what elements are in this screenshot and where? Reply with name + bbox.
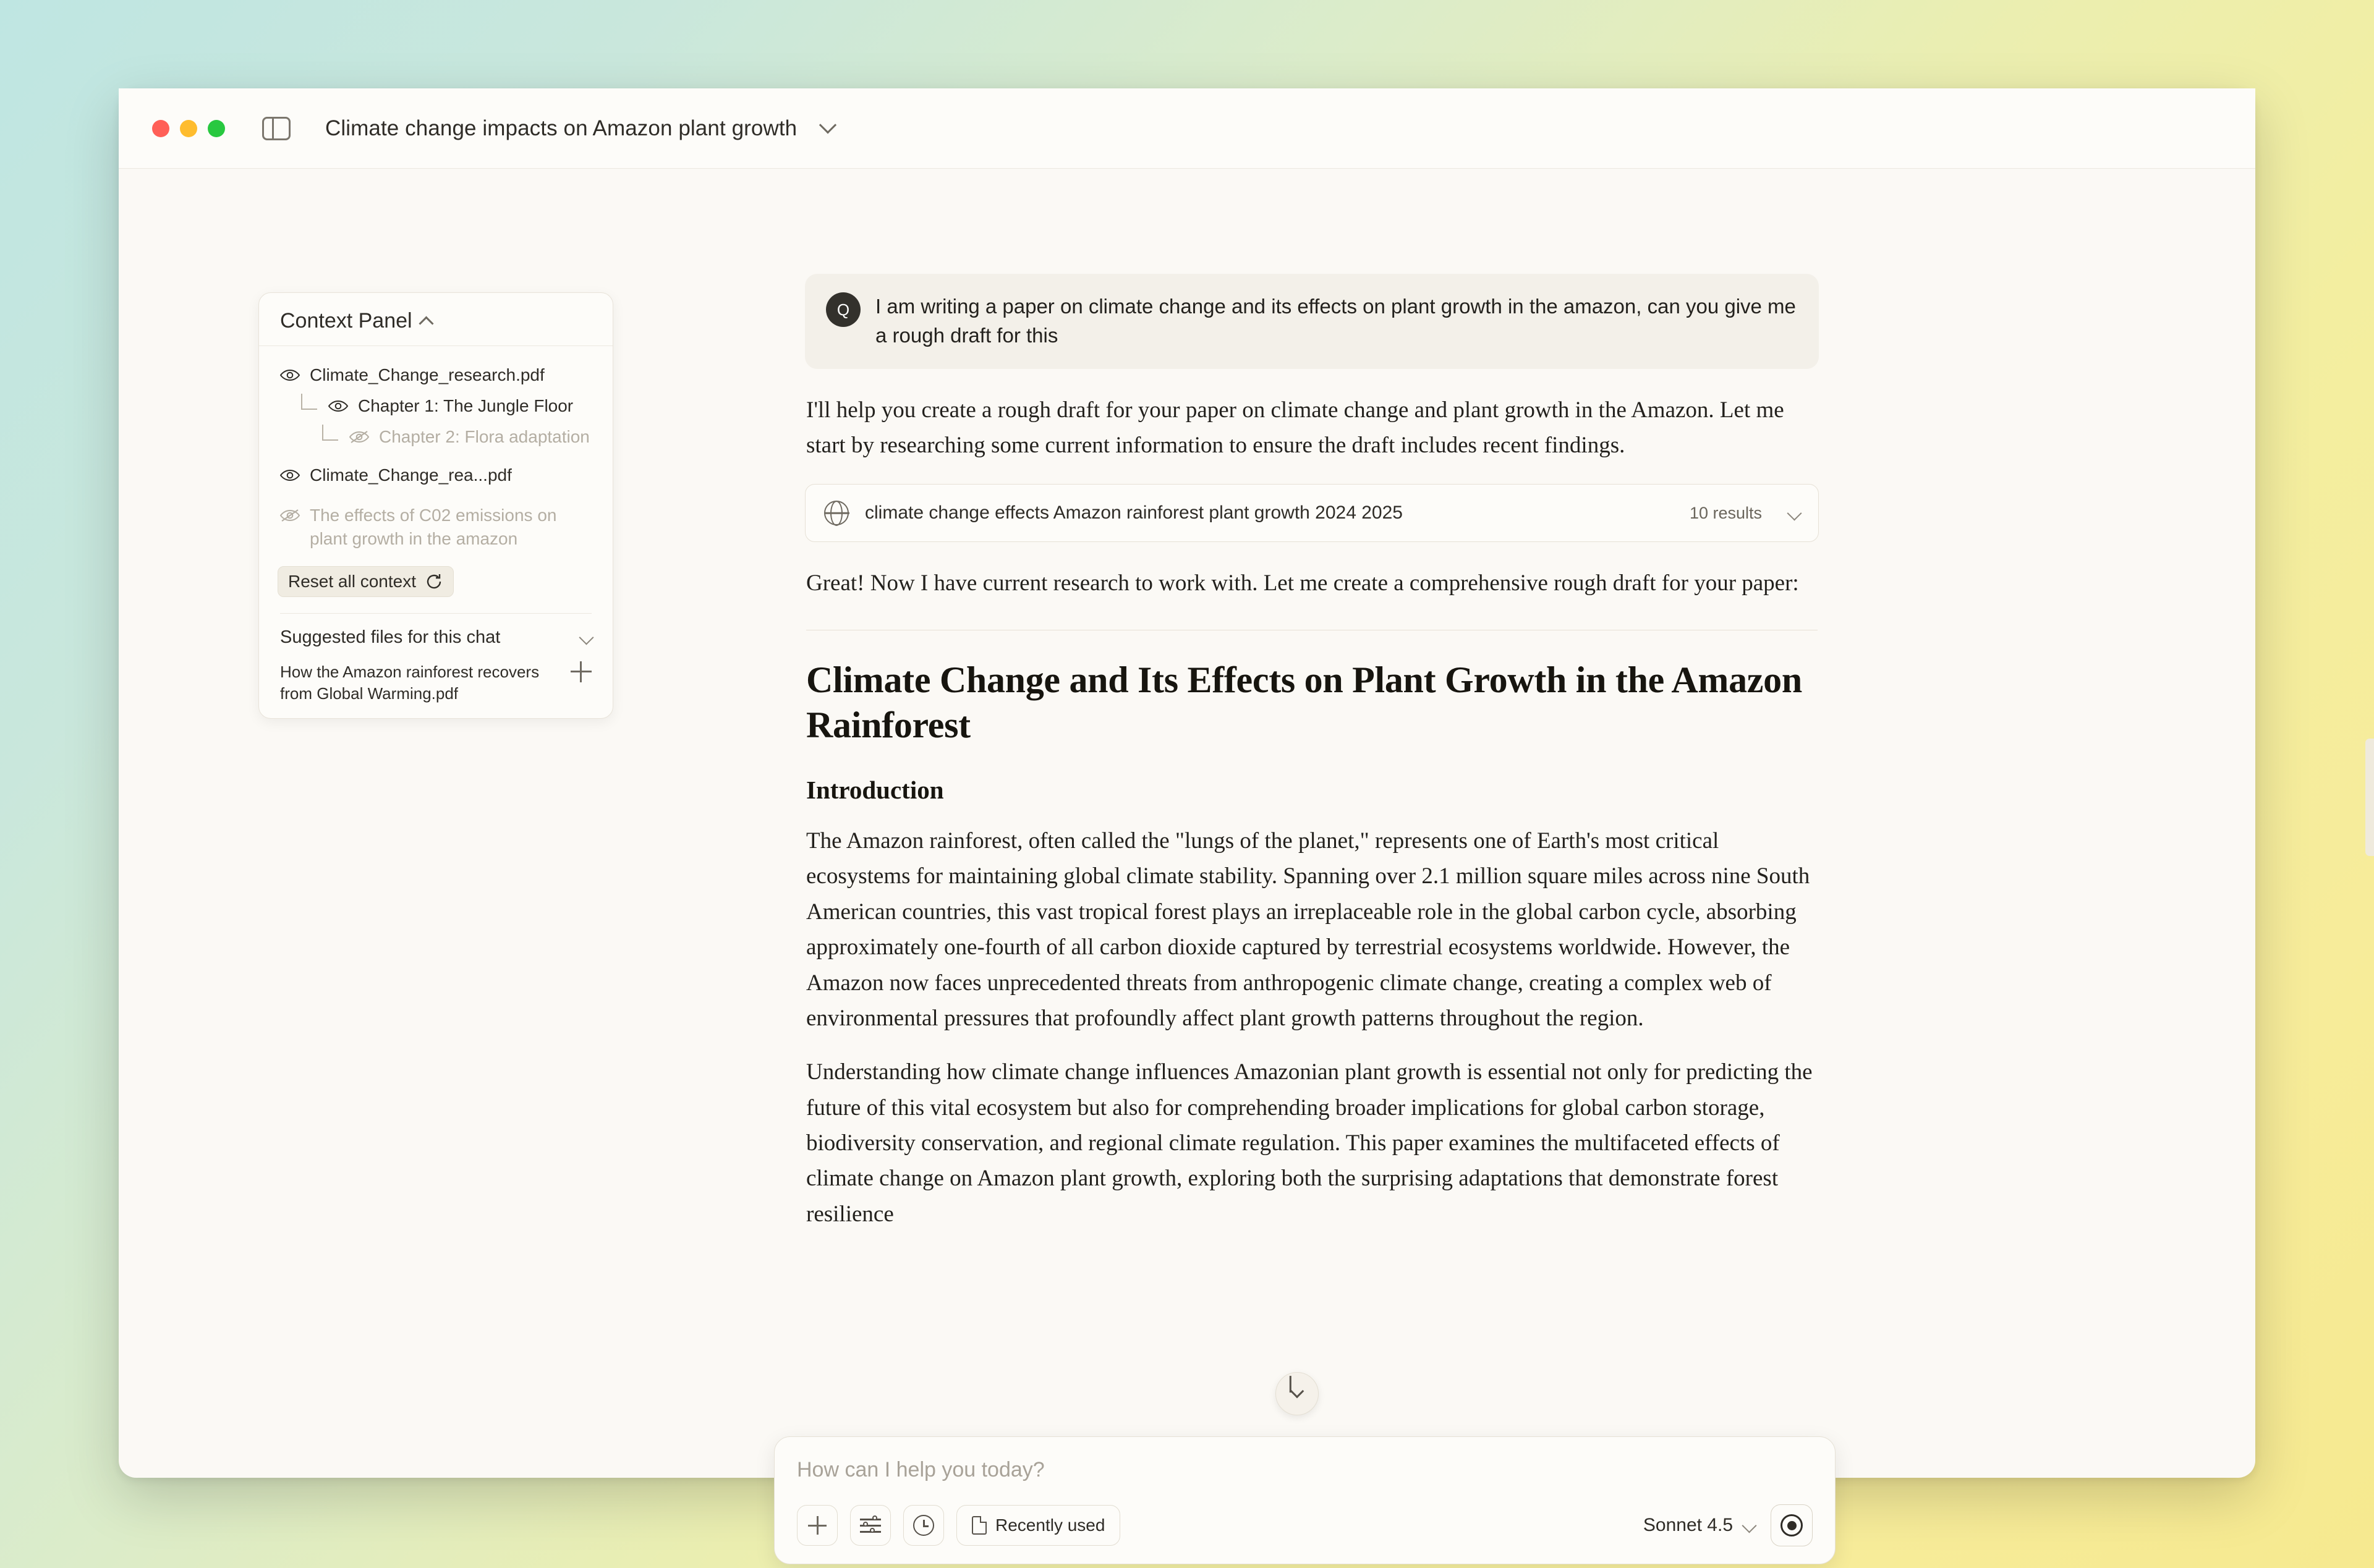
list-item-label: Climate_Change_research.pdf: [310, 365, 545, 384]
avatar: Q: [826, 292, 861, 327]
conversation-column: [805, 274, 1819, 1232]
composer-right-group: [1643, 1504, 1813, 1546]
document-paragraph: The Amazon rainforest, often called the "lungs of the planet," represents one of Earth's most critical ecosystems for maintaining global climate stability. Spanning over 2.1 million square miles across nine South American countries, this vast tropical forest plays an irreplaceable role in the global carbon cycle, absorbing approximately one-fourth of all carbon dioxide captured by terrestrial ecosystems worldwide. However, the Amazon now faces unprecedented threats from anthropogenic climate change, creating a complex web of environmental pressures that profoundly affect plant growth patterns throughout the region.: [806, 828, 1810, 1031]
list-item[interactable]: [280, 460, 592, 491]
chevron-down-icon[interactable]: [579, 630, 594, 645]
list-item[interactable]: [280, 360, 592, 391]
context-panel-header[interactable]: [259, 293, 613, 346]
context-panel: [258, 292, 613, 719]
eye-icon[interactable]: [328, 399, 348, 413]
message-input[interactable]: How can I help you today?: [797, 1458, 1045, 1481]
assistant-followup-text: Great! Now I have current research to work with. Let me create a comprehensive rough draft for your paper:: [806, 570, 1799, 596]
chevron-down-icon[interactable]: [1787, 506, 1802, 520]
list-item[interactable]: [280, 422, 592, 452]
context-panel-title: Context Panel: [280, 309, 412, 333]
chevron-down-icon[interactable]: [1742, 1518, 1756, 1533]
recently-used-label: Recently used: [995, 1515, 1105, 1535]
suggested-file-label: How the Amazon rainforest recovers from Global Warming.pdf: [280, 662, 540, 703]
eye-icon[interactable]: [280, 368, 300, 382]
recently-used-button[interactable]: [956, 1505, 1120, 1546]
window-content: [119, 169, 2255, 1535]
sliders-icon: [860, 1517, 881, 1534]
eye-off-icon[interactable]: [349, 430, 369, 444]
title-bar: [119, 88, 2255, 169]
assistant-intro-text: I'll help you create a rough draft for your paper on climate change and plant growth in the Amazon. Let me start by researching some current information to ensure the draft includes recent findings.: [806, 397, 1784, 459]
page-title: Climate change impacts on Amazon plant growth: [325, 116, 798, 140]
scroll-to-bottom-button[interactable]: [1275, 1372, 1319, 1415]
user-message-text: I am writing a paper on climate change and its effects on plant growth in the amazon, can you give me a rough draft for this: [875, 295, 1796, 347]
attach-button[interactable]: [797, 1505, 838, 1546]
send-button[interactable]: [1771, 1504, 1813, 1546]
message-composer: [774, 1436, 1836, 1564]
web-search-tool-card[interactable]: [805, 484, 1819, 542]
globe-icon: [824, 501, 849, 525]
eye-off-icon[interactable]: [280, 509, 300, 522]
list-item-label: Chapter 2: Flora adaptation: [379, 427, 590, 446]
list-item-label: Chapter 1: The Jungle Floor: [358, 396, 574, 415]
document-title: Climate Change and Its Effects on Plant Growth in the Amazon Rainforest: [806, 659, 1802, 745]
list-item[interactable]: [280, 391, 592, 422]
tree-branch-icon: [322, 425, 338, 441]
composer-toolbar: [797, 1504, 1813, 1546]
minimize-window-button[interactable]: [180, 120, 197, 137]
app-window: [119, 88, 2255, 1535]
close-window-button[interactable]: [152, 120, 169, 137]
settings-button[interactable]: [850, 1505, 891, 1546]
suggested-files-header[interactable]: [280, 613, 592, 648]
chevron-down-icon[interactable]: [819, 116, 836, 133]
maximize-window-button[interactable]: [208, 120, 225, 137]
clock-icon: [913, 1515, 934, 1536]
tree-branch-icon: [301, 394, 317, 410]
model-name-label: Sonnet 4.5: [1643, 1515, 1733, 1535]
model-selector[interactable]: [1643, 1515, 1755, 1536]
history-button[interactable]: [903, 1505, 944, 1546]
refresh-icon: [425, 572, 443, 591]
reset-context-label: Reset all context: [288, 571, 416, 591]
context-file-list: [259, 346, 613, 556]
list-item-label: The effects of C02 emissions on plant growth in the amazon: [310, 506, 557, 548]
suggested-file-row[interactable]: [280, 661, 592, 705]
file-icon: [972, 1516, 987, 1535]
list-item[interactable]: [280, 498, 592, 556]
chevron-up-icon[interactable]: [419, 316, 433, 331]
window-controls: [152, 120, 225, 137]
sidebar-toggle-icon[interactable]: [262, 117, 291, 140]
list-item-label: Climate_Change_rea...pdf: [310, 465, 512, 485]
document-section-heading: Introduction: [806, 776, 944, 805]
scrollbar[interactable]: [2365, 739, 2374, 856]
suggested-files-label: Suggested files for this chat: [280, 627, 501, 647]
eye-icon[interactable]: [280, 468, 300, 482]
send-record-icon: [1781, 1514, 1803, 1536]
plus-icon: [808, 1516, 827, 1535]
user-message: [805, 274, 1819, 369]
plus-icon[interactable]: [571, 661, 592, 682]
arrow-down-icon: [1290, 1384, 1304, 1399]
search-results-count: 10 results: [1689, 503, 1762, 522]
reset-all-context-button[interactable]: [278, 566, 454, 597]
document-paragraph: Understanding how climate change influences Amazonian plant growth is essential not only for predicting the future of this vital ecosystem but also for comprehending broader implications for global carbon storage, biodiversity conservation, and regional climate regulation. This paper examines the multifaceted effects of climate change on Amazon plant growth, exploring both the surprising adaptations that demonstrate forest resilience: [806, 1059, 1813, 1227]
search-query-text: climate change effects Amazon rainforest plant growth 2024 2025: [865, 502, 1403, 523]
